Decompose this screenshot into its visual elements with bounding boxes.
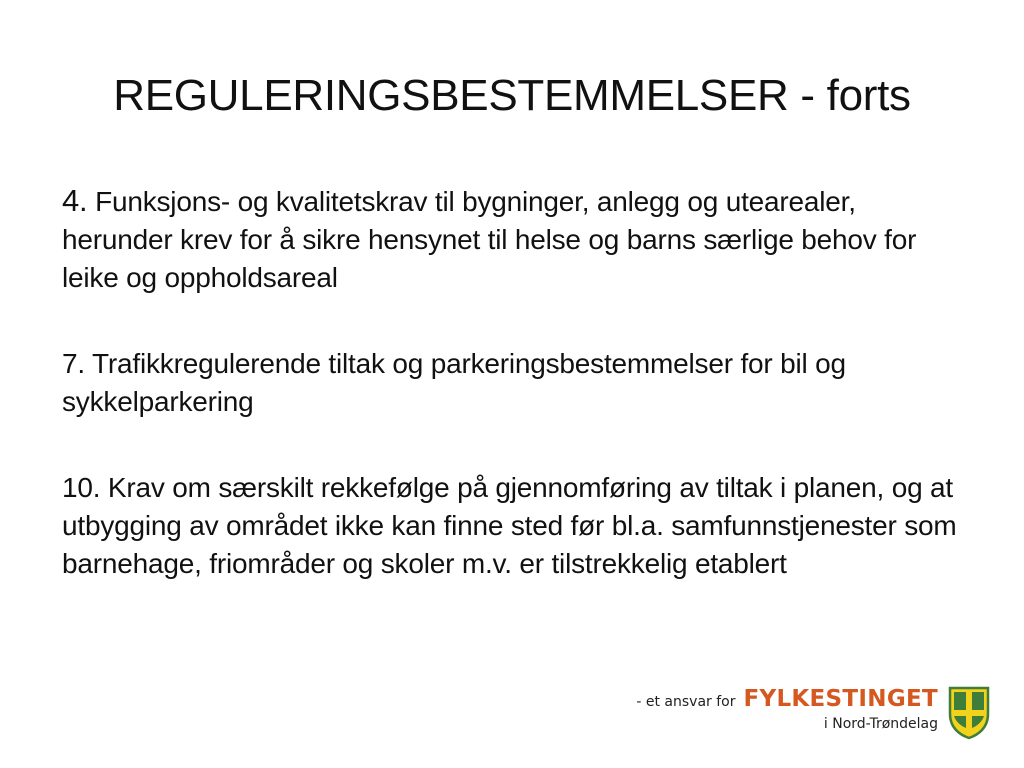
list-item [62, 345, 962, 421]
item-text: Trafikkregulerende tiltak og parkeringsbestemmelser for bil og sykkelparkering [62, 348, 846, 417]
item-number: 7. [62, 348, 85, 379]
footer-logo [636, 684, 996, 740]
list-item [62, 182, 962, 297]
coat-of-arms-icon [948, 686, 990, 740]
region-name: i Nord-Trøndelag [823, 716, 938, 732]
footer-line [636, 686, 938, 712]
slide-title: REGULERINGSBESTEMMELSER - forts [113, 71, 911, 120]
item-text: Krav om særskilt rekkefølge på gjennomføring av tiltak i planen, og at utbygging av området ikke kan finne sted før bl.a. samfunnstjenester som barnehage, friområder og skoler m.v. er tilstrekkelig etablert [62, 472, 957, 579]
item-number: 10. [62, 472, 101, 503]
slide-body [62, 182, 962, 631]
organization-name: FYLKESTINGET [743, 686, 938, 712]
item-number: 4. [62, 183, 88, 218]
tagline: - et ansvar for [636, 694, 736, 710]
item-text: Funksjons- og kvalitetskrav til bygninger, anlegg og utearealer, herunder krev for å sikre hensynet til helse og barns særlige behov for leike og oppholdsareal [62, 186, 917, 293]
list-item [62, 469, 962, 583]
